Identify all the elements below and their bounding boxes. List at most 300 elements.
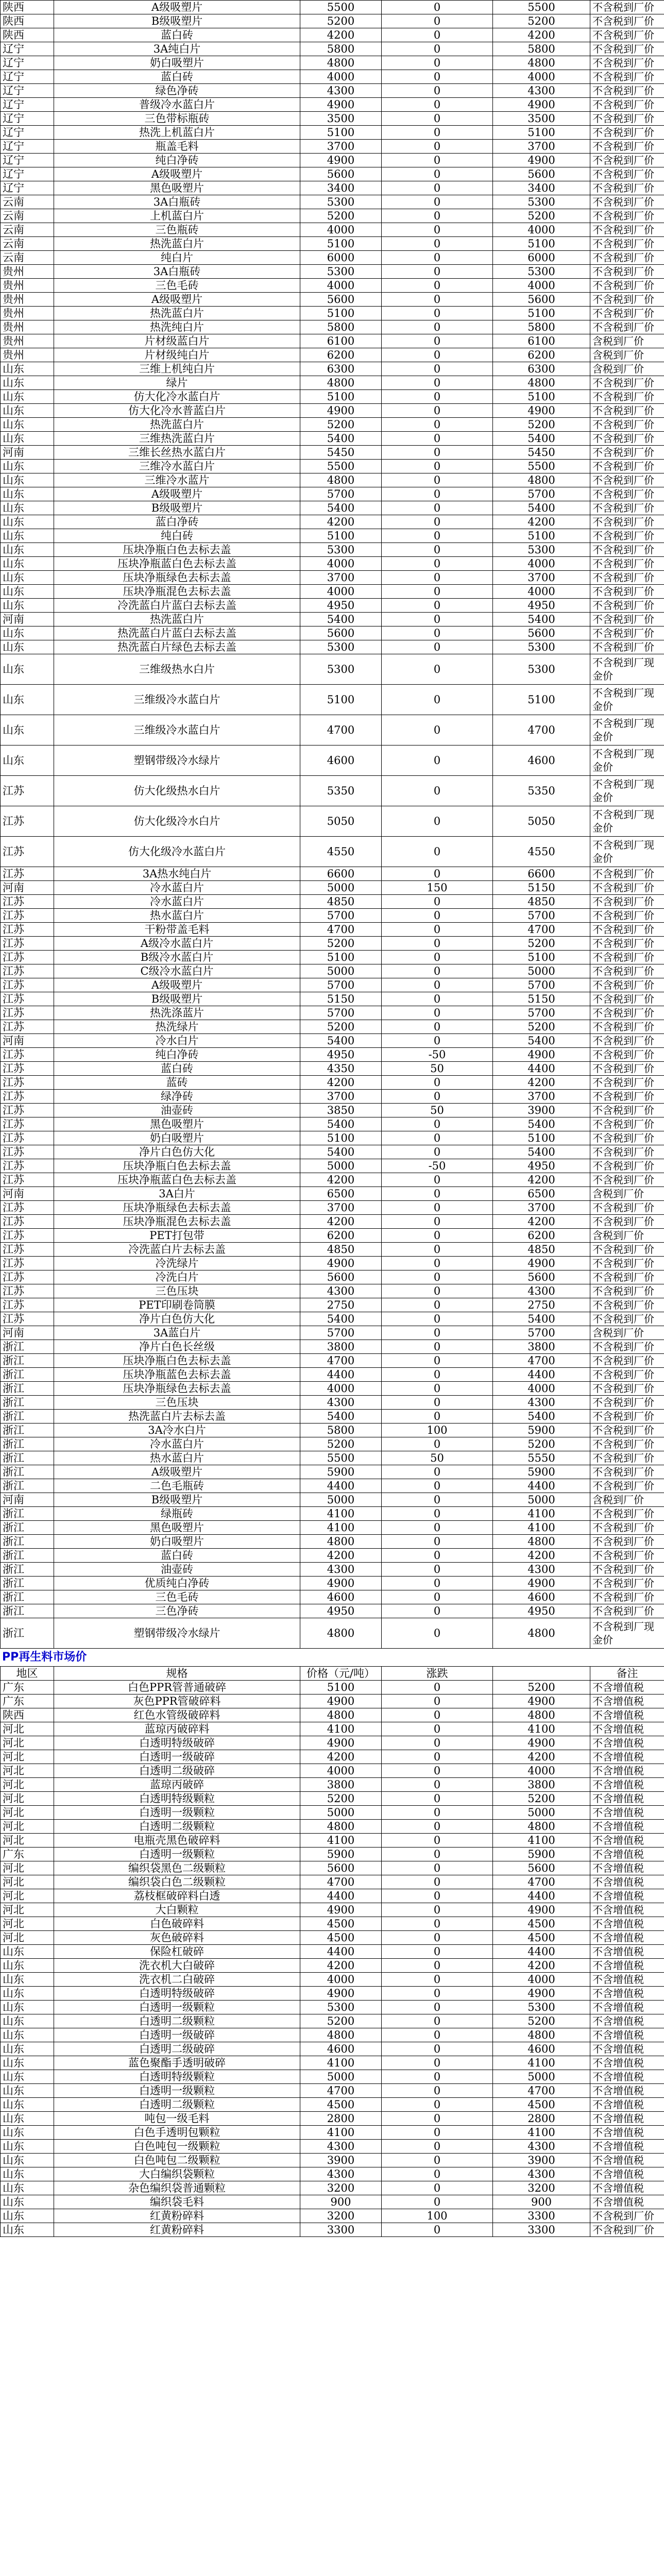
cell-price: 2750 <box>300 1298 382 1312</box>
cell-price: 5100 <box>300 529 382 543</box>
cell-spec: 压块净瓶绿色去标去盖 <box>54 1201 300 1215</box>
cell-region: 山东 <box>1 1973 54 1987</box>
cell-note: 不含税到厂价 <box>590 293 664 307</box>
cell-spec: 三色压块 <box>54 1284 300 1298</box>
cell-spec: 冷水蓝白片 <box>54 881 300 895</box>
cell-note: 不含税到厂价 <box>590 1257 664 1270</box>
cell-latest: 5100 <box>493 529 590 543</box>
cell-price: 5400 <box>300 501 382 515</box>
cell-region: 江苏 <box>1 1006 54 1020</box>
cell-change: 0 <box>382 1382 493 1396</box>
cell-spec: 蓝砖 <box>54 1076 300 1090</box>
cell-region: 辽宁 <box>1 70 54 84</box>
cell-price: 5800 <box>300 320 382 334</box>
cell-spec: C级冷水蓝白片 <box>54 964 300 978</box>
cell-spec: 压块净瓶混色去标去盖 <box>54 585 300 599</box>
cell-note: 不含税到厂价 <box>590 1243 664 1257</box>
cell-region: 浙江 <box>1 1354 54 1368</box>
cell-price: 4300 <box>300 1396 382 1410</box>
cell-price: 4900 <box>300 1903 382 1917</box>
cell-latest: 4400 <box>493 1062 590 1076</box>
table-row <box>1 1903 664 1917</box>
cell-spec: 大白颗粒 <box>54 1903 300 1917</box>
cell-region: 贵州 <box>1 293 54 307</box>
header-blank <box>493 1667 590 1681</box>
cell-spec: 3A白瓶砖 <box>54 195 300 209</box>
cell-latest: 4800 <box>493 376 590 390</box>
cell-latest: 4800 <box>493 56 590 70</box>
cell-region: 贵州 <box>1 279 54 293</box>
table-row <box>1 1535 664 1549</box>
cell-note: 不含增值税 <box>590 1792 664 1806</box>
cell-change: 0 <box>382 1604 493 1618</box>
cell-latest: 5400 <box>493 432 590 446</box>
cell-note: 不含增值税 <box>590 1931 664 1945</box>
cell-latest: 4900 <box>493 1577 590 1590</box>
cell-change: 0 <box>382 1368 493 1382</box>
cell-change: 100 <box>382 1423 493 1437</box>
cell-price: 5300 <box>300 543 382 557</box>
cell-region: 山东 <box>1 487 54 501</box>
cell-price: 4200 <box>300 515 382 529</box>
header-region: 地区 <box>1 1667 54 1681</box>
cell-spec: 热洗蓝白片蓝白去标去盖 <box>54 626 300 640</box>
table-row <box>1 599 664 613</box>
cell-change: 150 <box>382 881 493 895</box>
table-row <box>1 806 664 837</box>
cell-region: 河北 <box>1 1903 54 1917</box>
cell-change: 0 <box>382 1806 493 1820</box>
cell-price: 6100 <box>300 334 382 348</box>
cell-change: 0 <box>382 98 493 112</box>
cell-latest: 4200 <box>493 1750 590 1764</box>
cell-region: 江苏 <box>1 776 54 806</box>
cell-spec: 三维上机纯白片 <box>54 362 300 376</box>
cell-price: 4500 <box>300 2098 382 2112</box>
cell-change: 0 <box>382 293 493 307</box>
cell-change: 0 <box>382 585 493 599</box>
cell-change: 0 <box>382 978 493 992</box>
table-row <box>1 334 664 348</box>
cell-spec: 冷洗蓝白片蓝白去标去盖 <box>54 599 300 613</box>
cell-region: 山东 <box>1 2112 54 2126</box>
cell-change: 0 <box>382 28 493 42</box>
cell-spec: 二色毛瓶砖 <box>54 1479 300 1493</box>
cell-latest: 5600 <box>493 167 590 181</box>
cell-price: 3500 <box>300 112 382 126</box>
table-row <box>1 1973 664 1987</box>
cell-change: 0 <box>382 1396 493 1410</box>
cell-note: 不含税到厂价 <box>590 543 664 557</box>
table-row <box>1 640 664 654</box>
cell-price: 3700 <box>300 1090 382 1104</box>
cell-latest: 3700 <box>493 571 590 585</box>
table-row <box>1 1423 664 1437</box>
cell-price: 5400 <box>300 613 382 626</box>
table-row <box>1 404 664 418</box>
cell-note: 含税到厂价 <box>590 362 664 376</box>
table-row <box>1 964 664 978</box>
cell-change: 0 <box>382 1848 493 1861</box>
cell-region: 山东 <box>1 715 54 745</box>
cell-spec: 白透明一级破碎 <box>54 1750 300 1764</box>
cell-change: 0 <box>382 2126 493 2140</box>
cell-price: 3400 <box>300 181 382 195</box>
cell-spec: 红色水管级破碎料 <box>54 1708 300 1722</box>
cell-region: 山东 <box>1 390 54 404</box>
cell-spec: 冷洗白片 <box>54 1270 300 1284</box>
cell-note: 不含税到厂价 <box>590 585 664 599</box>
cell-note: 不含税到厂价 <box>590 923 664 937</box>
cell-spec: 压块净瓶蓝白色去标去盖 <box>54 557 300 571</box>
cell-note: 含税到厂价 <box>590 1493 664 1507</box>
cell-price: 5100 <box>300 307 382 320</box>
cell-spec: 仿大化级冷水白片 <box>54 806 300 837</box>
table-row <box>1 446 664 460</box>
cell-latest: 4800 <box>493 1535 590 1549</box>
cell-region: 河南 <box>1 1493 54 1507</box>
cell-change: 0 <box>382 2056 493 2070</box>
cell-change: -50 <box>382 1048 493 1062</box>
table-row <box>1 1173 664 1187</box>
cell-spec: 三维热洗蓝白片 <box>54 432 300 446</box>
cell-change: 0 <box>382 1903 493 1917</box>
cell-note: 不含增值税 <box>590 1681 664 1694</box>
cell-change: 0 <box>382 84 493 98</box>
cell-note: 不含税到厂价 <box>590 446 664 460</box>
cell-latest: 5800 <box>493 320 590 334</box>
cell-region: 贵州 <box>1 265 54 279</box>
table-row <box>1 776 664 806</box>
cell-latest: 900 <box>493 2195 590 2209</box>
cell-note: 不含增值税 <box>590 1875 664 1889</box>
cell-spec: 蓝色聚酯手透明破碎 <box>54 2056 300 2070</box>
cell-latest: 4000 <box>493 1764 590 1778</box>
cell-price: 4900 <box>300 1577 382 1590</box>
table-row <box>1 1959 664 1973</box>
cell-spec: B级吸塑片 <box>54 501 300 515</box>
cell-change: 0 <box>382 1549 493 1563</box>
cell-latest: 6200 <box>493 348 590 362</box>
cell-spec: 蓝白砖 <box>54 28 300 42</box>
cell-spec: 灰色破碎料 <box>54 1931 300 1945</box>
cell-note: 不含税到厂价 <box>590 1535 664 1549</box>
cell-spec: 白透明二级颗粒 <box>54 1820 300 1834</box>
cell-price: 4350 <box>300 1062 382 1076</box>
cell-latest: 4000 <box>493 1382 590 1396</box>
cell-latest: 4850 <box>493 895 590 909</box>
cell-note: 不含增值税 <box>590 1848 664 1861</box>
cell-price: 4400 <box>300 1945 382 1959</box>
cell-region: 山东 <box>1 2001 54 2014</box>
cell-latest: 4000 <box>493 223 590 237</box>
cell-latest: 5450 <box>493 446 590 460</box>
cell-spec: 白色手透明包颗粒 <box>54 2126 300 2140</box>
cell-latest: 4600 <box>493 745 590 776</box>
table-row <box>1 1750 664 1764</box>
table-row <box>1 348 664 362</box>
table-row <box>1 2056 664 2070</box>
cell-region: 江苏 <box>1 909 54 923</box>
cell-latest: 4550 <box>493 837 590 867</box>
cell-price: 5800 <box>300 1423 382 1437</box>
cell-region: 浙江 <box>1 1437 54 1451</box>
cell-region: 山东 <box>1 543 54 557</box>
cell-note: 含税到厂价 <box>590 348 664 362</box>
table-row <box>1 1034 664 1048</box>
cell-note: 不含税到厂价 <box>590 529 664 543</box>
cell-latest: 4400 <box>493 1889 590 1903</box>
cell-change: 0 <box>382 140 493 154</box>
cell-latest: 3900 <box>493 1104 590 1117</box>
cell-latest: 4950 <box>493 599 590 613</box>
cell-region: 江苏 <box>1 1215 54 1229</box>
cell-change: 0 <box>382 1340 493 1354</box>
cell-note: 不含税到厂价 <box>590 251 664 265</box>
cell-spec: 片材级纯白片 <box>54 348 300 362</box>
cell-note: 不含税到厂价 <box>590 320 664 334</box>
cell-latest: 5200 <box>493 937 590 951</box>
cell-change: 0 <box>382 2195 493 2209</box>
cell-price: 6200 <box>300 348 382 362</box>
cell-latest: 3800 <box>493 1778 590 1792</box>
table-row <box>1 14 664 28</box>
cell-spec: 片材级蓝白片 <box>54 334 300 348</box>
cell-spec: B级吸塑片 <box>54 992 300 1006</box>
cell-region: 江苏 <box>1 1076 54 1090</box>
cell-latest: 5400 <box>493 1410 590 1423</box>
table-row <box>1 1694 664 1708</box>
cell-latest: 4900 <box>493 1903 590 1917</box>
cell-price: 4700 <box>300 715 382 745</box>
cell-price: 4500 <box>300 1931 382 1945</box>
cell-region: 江苏 <box>1 992 54 1006</box>
cell-note: 不含税到厂价 <box>590 1131 664 1145</box>
cell-price: 5050 <box>300 806 382 837</box>
cell-note: 不含税到厂价 <box>590 1006 664 1020</box>
cell-spec: 绿瓶砖 <box>54 1507 300 1521</box>
cell-region: 辽宁 <box>1 154 54 167</box>
cell-latest: 5100 <box>493 685 590 715</box>
cell-spec: 红黄粉碎料 <box>54 2209 300 2223</box>
cell-spec: A级吸塑片 <box>54 487 300 501</box>
cell-change: 0 <box>382 867 493 881</box>
cell-price: 5300 <box>300 640 382 654</box>
cell-price: 5300 <box>300 2001 382 2014</box>
table-row <box>1 1062 664 1076</box>
cell-price: 5150 <box>300 992 382 1006</box>
table-row <box>1 1006 664 1020</box>
table-row <box>1 909 664 923</box>
cell-spec: 热洗蓝白片去标去盖 <box>54 1410 300 1423</box>
table-row <box>1 1020 664 1034</box>
cell-spec: 三色压块 <box>54 1396 300 1410</box>
cell-change: 0 <box>382 806 493 837</box>
cell-spec: 白透明二级破碎 <box>54 2042 300 2056</box>
cell-region: 山东 <box>1 2140 54 2154</box>
cell-note: 不含税到厂现金价 <box>590 837 664 867</box>
cell-change: 0 <box>382 2070 493 2084</box>
table-row <box>1 2209 664 2223</box>
cell-latest: 5100 <box>493 1131 590 1145</box>
cell-region: 浙江 <box>1 1479 54 1493</box>
cell-note: 不含增值税 <box>590 2181 664 2195</box>
cell-region: 陕西 <box>1 28 54 42</box>
cell-spec: 热洗蓝白片 <box>54 307 300 320</box>
cell-spec: 塑钢带级冷水绿片 <box>54 1618 300 1649</box>
cell-price: 4500 <box>300 1917 382 1931</box>
cell-change: 0 <box>382 2112 493 2126</box>
cell-latest: 5700 <box>493 1006 590 1020</box>
cell-region: 河北 <box>1 1806 54 1820</box>
table-row <box>1 279 664 293</box>
cell-note: 不含税到厂价 <box>590 112 664 126</box>
cell-region: 河北 <box>1 1861 54 1875</box>
cell-note: 不含税到厂现金价 <box>590 776 664 806</box>
cell-note: 不含税到厂价 <box>590 937 664 951</box>
cell-note: 不含税到厂价 <box>590 1270 664 1284</box>
cell-price: 4000 <box>300 1764 382 1778</box>
cell-note: 不含税到厂价 <box>590 1437 664 1451</box>
cell-change: 0 <box>382 1708 493 1722</box>
cell-note: 不含税到厂价 <box>590 640 664 654</box>
cell-change: 0 <box>382 1270 493 1284</box>
cell-change: 0 <box>382 745 493 776</box>
cell-price: 3700 <box>300 571 382 585</box>
cell-region: 河北 <box>1 1889 54 1903</box>
cell-note: 不含税到厂价 <box>590 1145 664 1159</box>
cell-note: 不含税到厂价 <box>590 1423 664 1437</box>
cell-price: 4550 <box>300 837 382 867</box>
cell-spec: 纯白净砖 <box>54 1048 300 1062</box>
cell-price: 4600 <box>300 745 382 776</box>
header-spec: 规格 <box>54 1667 300 1681</box>
cell-note: 不含税到厂价 <box>590 1020 664 1034</box>
cell-latest: 5050 <box>493 806 590 837</box>
cell-change: 0 <box>382 529 493 543</box>
cell-change: 0 <box>382 1792 493 1806</box>
cell-region: 江苏 <box>1 806 54 837</box>
cell-spec: 绿片 <box>54 376 300 390</box>
cell-change: 0 <box>382 126 493 140</box>
cell-price: 5500 <box>300 460 382 473</box>
cell-spec: 三维级冷水蓝白片 <box>54 685 300 715</box>
table-row <box>1 1257 664 1270</box>
table-row <box>1 1931 664 1945</box>
table-row <box>1 1396 664 1410</box>
table-row <box>1 1987 664 2001</box>
cell-region: 江苏 <box>1 1104 54 1117</box>
cell-latest: 5200 <box>493 1020 590 1034</box>
cell-note: 不含税到厂价 <box>590 1062 664 1076</box>
cell-latest: 5600 <box>493 293 590 307</box>
table-row <box>1 543 664 557</box>
table-row <box>1 992 664 1006</box>
cell-note: 不含税到厂价 <box>590 1451 664 1465</box>
cell-spec: 压块净瓶白色去标去盖 <box>54 1159 300 1173</box>
cell-region: 陕西 <box>1 14 54 28</box>
table-row <box>1 1368 664 1382</box>
cell-spec: A级吸塑片 <box>54 293 300 307</box>
cell-latest: 3700 <box>493 140 590 154</box>
cell-latest: 4950 <box>493 1604 590 1618</box>
cell-latest: 4900 <box>493 1257 590 1270</box>
cell-price: 4700 <box>300 1875 382 1889</box>
cell-change: 0 <box>382 1521 493 1535</box>
cell-price: 4300 <box>300 1563 382 1577</box>
cell-note: 不含税到厂价 <box>590 909 664 923</box>
cell-change: 0 <box>382 1889 493 1903</box>
cell-latest: 4900 <box>493 98 590 112</box>
cell-note: 不含税到厂价 <box>590 1396 664 1410</box>
cell-latest: 4100 <box>493 1521 590 1535</box>
cell-note: 含税到厂价 <box>590 1229 664 1243</box>
cell-change: 0 <box>382 2181 493 2195</box>
cell-spec: 普级冷水蓝白片 <box>54 98 300 112</box>
cell-change: 0 <box>382 1229 493 1243</box>
cell-region: 山东 <box>1 2042 54 2056</box>
cell-spec: 黑色吸塑片 <box>54 1117 300 1131</box>
table-row <box>1 56 664 70</box>
cell-region: 贵州 <box>1 334 54 348</box>
cell-change: 0 <box>382 1590 493 1604</box>
cell-note: 不含增值税 <box>590 1820 664 1834</box>
cell-region: 广东 <box>1 1681 54 1694</box>
cell-latest: 5100 <box>493 307 590 320</box>
table-row <box>1 1 664 14</box>
cell-price: 5400 <box>300 1117 382 1131</box>
cell-change: 0 <box>382 1437 493 1451</box>
cell-change: 0 <box>382 1187 493 1201</box>
cell-note: 不含税到厂价 <box>590 28 664 42</box>
cell-change: 0 <box>382 571 493 585</box>
cell-price: 5350 <box>300 776 382 806</box>
cell-region: 河南 <box>1 613 54 626</box>
cell-note: 不含税到厂价 <box>590 1340 664 1354</box>
cell-note: 不含增值税 <box>590 1806 664 1820</box>
cell-spec: 三色带标瓶砖 <box>54 112 300 126</box>
cell-spec: 白透明特级破碎 <box>54 1736 300 1750</box>
cell-latest: 5900 <box>493 1423 590 1437</box>
cell-price: 4000 <box>300 223 382 237</box>
cell-change: 0 <box>382 501 493 515</box>
cell-note: 含税到厂价 <box>590 334 664 348</box>
cell-price: 4800 <box>300 2028 382 2042</box>
table-row <box>1 1618 664 1649</box>
cell-price: 4200 <box>300 1549 382 1563</box>
cell-price: 5200 <box>300 2014 382 2028</box>
cell-note: 不含税到厂价 <box>590 1201 664 1215</box>
cell-latest: 2800 <box>493 2112 590 2126</box>
cell-change: 0 <box>382 223 493 237</box>
cell-note: 不含增值税 <box>590 2167 664 2181</box>
cell-note: 不含税到厂价 <box>590 1312 664 1326</box>
table-row <box>1 1875 664 1889</box>
table-row <box>1 1479 664 1493</box>
cell-change: 0 <box>382 2001 493 2014</box>
table-row <box>1 265 664 279</box>
cell-price: 4300 <box>300 2140 382 2154</box>
cell-spec: 三维冷水蓝片 <box>54 473 300 487</box>
cell-latest: 4100 <box>493 1834 590 1848</box>
cell-change: 0 <box>382 362 493 376</box>
cell-price: 4200 <box>300 28 382 42</box>
cell-price: 5700 <box>300 1006 382 1020</box>
cell-spec: 白透明一级颗粒 <box>54 2084 300 2098</box>
cell-change: 0 <box>382 1034 493 1048</box>
cell-change: 0 <box>382 1563 493 1577</box>
table-row <box>1 28 664 42</box>
